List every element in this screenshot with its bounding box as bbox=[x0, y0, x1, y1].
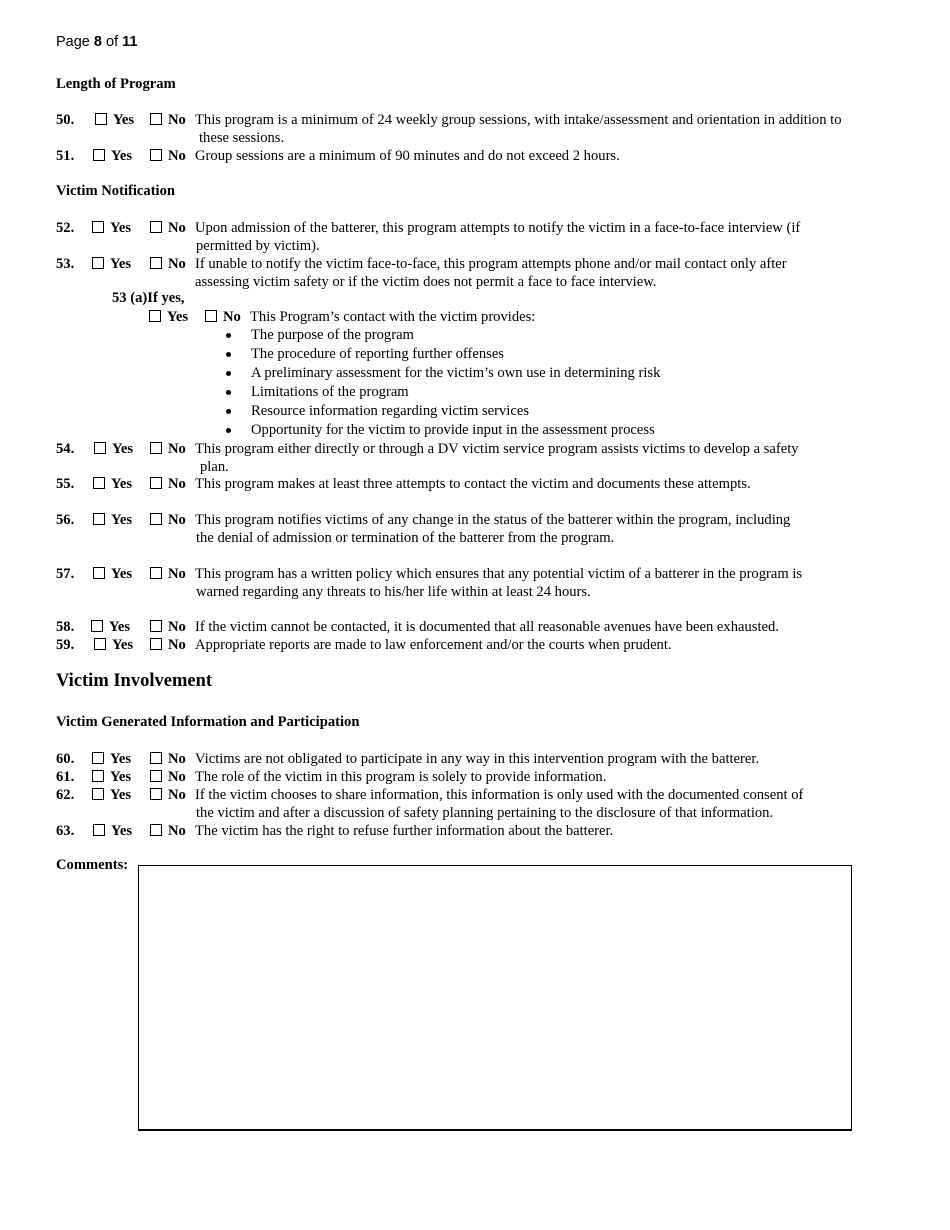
checkbox-icon bbox=[93, 477, 105, 489]
comments-label: Comments: bbox=[56, 857, 129, 873]
checkbox-icon bbox=[150, 567, 162, 579]
section-heading-victim-involvement: Victim Involvement bbox=[56, 671, 213, 691]
checkbox-icon bbox=[92, 788, 104, 800]
checkbox-icon bbox=[93, 567, 105, 579]
checkbox-icon bbox=[94, 638, 106, 650]
checkbox-icon bbox=[92, 770, 104, 782]
checkbox-icon bbox=[150, 221, 162, 233]
no-option-52[interactable]: No bbox=[150, 219, 186, 237]
yes-option-51[interactable]: Yes bbox=[93, 147, 132, 165]
checkbox-icon bbox=[150, 770, 162, 782]
no-option-59[interactable]: No bbox=[150, 636, 186, 654]
no-option-63[interactable]: No bbox=[150, 822, 186, 840]
checkbox-icon bbox=[149, 310, 161, 322]
yes-option-52[interactable]: Yes bbox=[92, 219, 131, 237]
checkbox-icon bbox=[150, 788, 162, 800]
checkbox-icon bbox=[150, 257, 162, 269]
checkbox-icon bbox=[93, 513, 105, 525]
checkbox-icon bbox=[205, 310, 217, 322]
section-heading-victim-notification: Victim Notification bbox=[56, 183, 176, 199]
yes-option-55[interactable]: Yes bbox=[93, 475, 132, 493]
yes-option-58[interactable]: Yes bbox=[91, 618, 130, 636]
no-option-51[interactable]: No bbox=[150, 147, 186, 165]
yes-option-53a[interactable]: Yes bbox=[149, 308, 188, 326]
comments-textarea[interactable] bbox=[138, 865, 852, 1131]
list-item: The procedure of reporting further offenses bbox=[226, 345, 660, 364]
list-item: The purpose of the program bbox=[226, 326, 660, 345]
yes-option-57[interactable]: Yes bbox=[93, 565, 132, 583]
list-item: Resource information regarding victim services bbox=[226, 402, 660, 421]
no-option-53a[interactable]: No bbox=[205, 308, 241, 326]
no-option-62[interactable]: No bbox=[150, 786, 186, 804]
list-item: A preliminary assessment for the victim’s own use in determining risk bbox=[226, 364, 660, 383]
yes-option-59[interactable]: Yes bbox=[94, 636, 133, 654]
no-option-54[interactable]: No bbox=[150, 440, 186, 458]
yes-option-53[interactable]: Yes bbox=[92, 255, 131, 273]
no-option-57[interactable]: No bbox=[150, 565, 186, 583]
no-option-53[interactable]: No bbox=[150, 255, 186, 273]
checkbox-icon bbox=[92, 257, 104, 269]
checkbox-icon bbox=[91, 620, 103, 632]
checkbox-icon bbox=[150, 824, 162, 836]
checkbox-icon bbox=[150, 113, 162, 125]
checkbox-icon bbox=[93, 149, 105, 161]
checkbox-icon bbox=[95, 113, 107, 125]
checkbox-icon bbox=[150, 752, 162, 764]
no-option-50[interactable]: No bbox=[150, 111, 186, 129]
yes-option-61[interactable]: Yes bbox=[92, 768, 131, 786]
yes-option-54[interactable]: Yes bbox=[94, 440, 133, 458]
checkbox-icon bbox=[150, 620, 162, 632]
no-option-58[interactable]: No bbox=[150, 618, 186, 636]
yes-option-60[interactable]: Yes bbox=[92, 750, 131, 768]
checkbox-icon bbox=[150, 477, 162, 489]
checkbox-icon bbox=[93, 824, 105, 836]
checkbox-icon bbox=[92, 752, 104, 764]
section-heading-length: Length of Program bbox=[56, 76, 176, 92]
list-item: Limitations of the program bbox=[226, 383, 660, 402]
checkbox-icon bbox=[150, 513, 162, 525]
no-option-61[interactable]: No bbox=[150, 768, 186, 786]
yes-option-62[interactable]: Yes bbox=[92, 786, 131, 804]
checkbox-icon bbox=[94, 442, 106, 454]
sub-question-53a-list bbox=[226, 326, 660, 439]
yes-option-50[interactable]: Yes bbox=[95, 111, 134, 129]
checkbox-icon bbox=[92, 221, 104, 233]
no-option-60[interactable]: No bbox=[150, 750, 186, 768]
yes-option-63[interactable]: Yes bbox=[93, 822, 132, 840]
checkbox-icon bbox=[150, 638, 162, 650]
checkbox-icon bbox=[150, 149, 162, 161]
page-number: Page 8 of 11 bbox=[56, 34, 138, 50]
section-heading-victim-generated: Victim Generated Information and Participation bbox=[56, 714, 360, 730]
yes-option-56[interactable]: Yes bbox=[93, 511, 132, 529]
list-item: Opportunity for the victim to provide input in the assessment process bbox=[226, 421, 660, 440]
no-option-55[interactable]: No bbox=[150, 475, 186, 493]
checkbox-icon bbox=[150, 442, 162, 454]
sub-question-53a-label: 53 (a)If yes, bbox=[112, 290, 185, 306]
no-option-56[interactable]: No bbox=[150, 511, 186, 529]
